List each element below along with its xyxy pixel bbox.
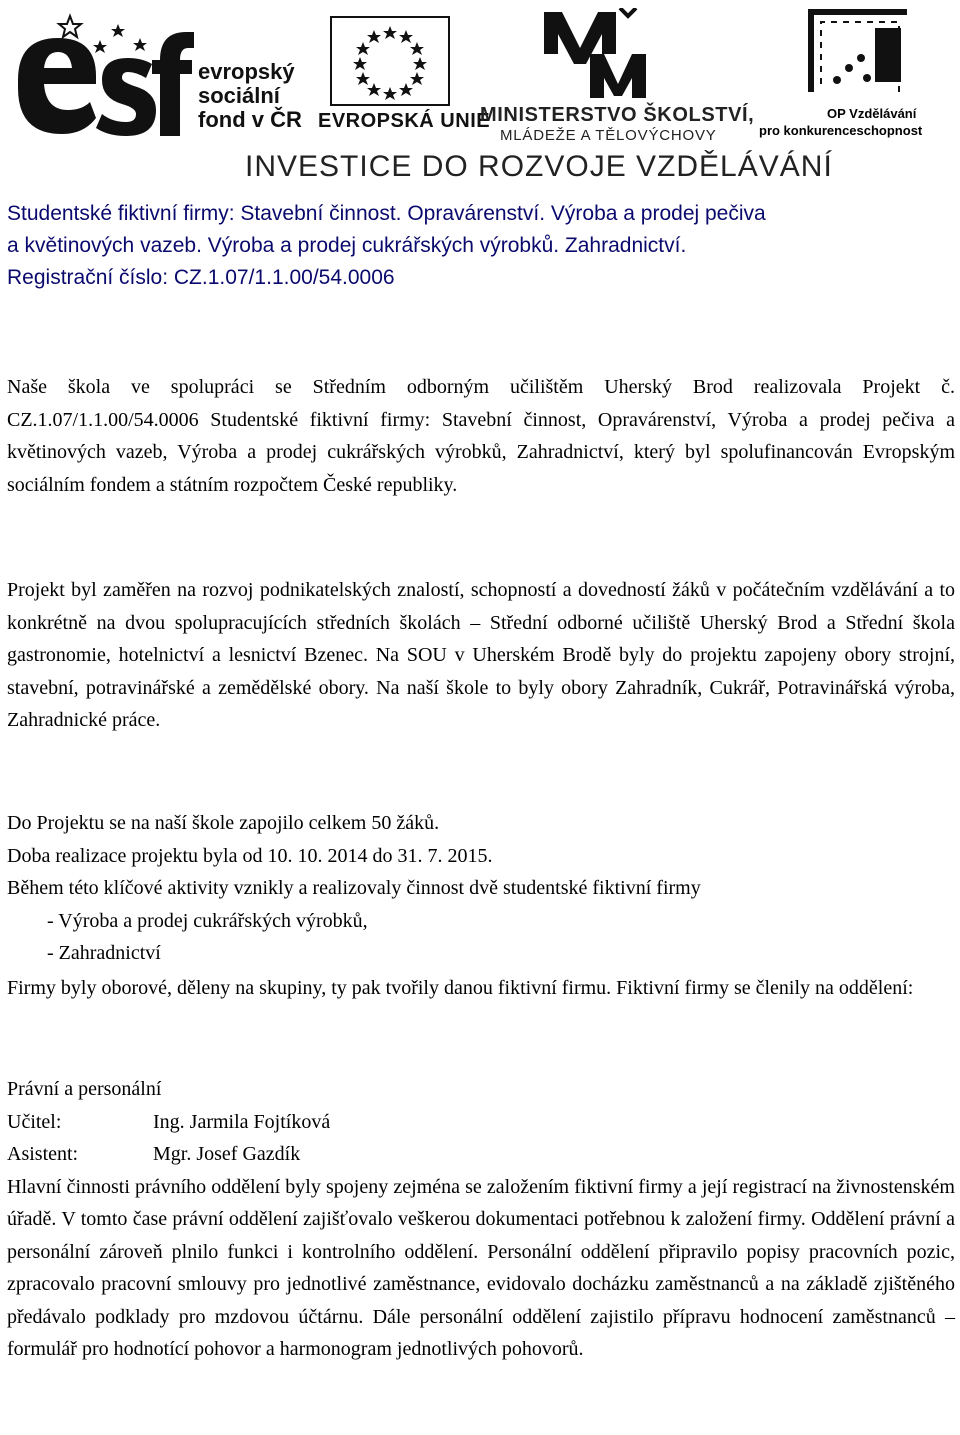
op-mark-icon xyxy=(805,6,913,98)
firm-list-item-1: - Výroba a prodej cukrářských výrobků, xyxy=(47,909,368,932)
assistant-row xyxy=(7,1138,955,1171)
intro-text: Naše škola ve spolupráci se Středním odborným učilištěm Uherský Brod realizovala Projekt č. CZ.1.07/1.1.00/54.0006 Studentské fiktivní firmy: Stavební činnost, Opravárenství, Výroba a prodej pečiva a květinových vazeb, Výroba a prodej cukrářských výrobků, Zahradnictví, který byl spolufinancován Evropským sociálním fondem a státním rozpočtem České republiky. xyxy=(7,376,955,496)
esf-letters-icon xyxy=(10,10,195,140)
eu-text: EVROPSKÁ UNIE xyxy=(318,110,491,132)
esf-text xyxy=(198,60,302,132)
firm-list-item-2: - Zahradnictví xyxy=(47,942,161,964)
department-description: Hlavní činnosti právního oddělení byly spojeny zejména se založením fiktivní firmy a její registrací na živnostenském úřadě. V tomto čase právní oddělení zajišťovalo veškerou dokumentaci potřebnou k založení firmy. Oddělení právní a personální zároveň plnilo funkci i kontrolního oddělení. Personální oddělení připravilo popisy pracovních pozic, zpracovalo pracovní smlouvy pro jednotlivé zaměstnance, evidovalo docházku zaměstnanců a na základě zjištěného předávalo podklady pro mzdovou účtárnu. Dále personální oddělení zajistilo přípravu hodnocení zaměstnanců – formulář pro hodnotící pohovor a harmonogram jednotlivých pohovorů. xyxy=(7,1175,955,1360)
esf-logo xyxy=(10,10,300,150)
msmt-line-2: MLÁDEŽE A TĚLOVÝCHOVY xyxy=(500,127,717,144)
esf-text-line-1: evropský xyxy=(198,59,295,84)
firms-text: Firmy byly oborové, děleny na skupiny, ty pak tvořily danou fiktivní firmu. Fiktivní firmy se členily na oddělení: xyxy=(7,977,914,999)
facts-block xyxy=(7,807,955,970)
teacher-row xyxy=(7,1106,955,1139)
title-line-1: Studentské fiktivní firmy: Stavební činnost. Opravárenství. Výroba a prodej pečiva xyxy=(7,202,766,225)
op-logo xyxy=(757,6,957,141)
department-block xyxy=(7,1073,955,1366)
eu-logo xyxy=(318,16,491,141)
op-line-1: OP Vzdělávání xyxy=(827,106,917,121)
msmt-logo xyxy=(480,8,755,144)
assistant-name: Mgr. Josef Gazdík xyxy=(153,1143,301,1165)
facts-line-2: Doba realizace projektu byla od 10. 10. 2014 do 31. 7. 2015. xyxy=(7,844,493,867)
document-title xyxy=(7,198,947,294)
eu-stars-flag-icon xyxy=(330,16,450,106)
department-heading: Právní a personální xyxy=(7,1078,162,1100)
title-line-3: Registrační číslo: CZ.1.07/1.1.00/54.0006 xyxy=(7,266,395,289)
investice-slogan: INVESTICE DO ROZVOJE VZDĚLÁVÁNÍ xyxy=(245,150,833,183)
esf-text-line-2: sociální xyxy=(198,83,280,108)
title-line-2: a květinových vazeb. Výroba a prodej cukrářských výrobků. Zahradnictví. xyxy=(7,234,687,257)
teacher-label: Učitel: xyxy=(7,1110,62,1133)
project-paragraph xyxy=(7,574,955,737)
intro-paragraph xyxy=(7,371,955,501)
project-text: Projekt byl zaměřen na rozvoj podnikatelských znalostí, schopností a dovedností žáků v počátečním vzdělávání a to konkrétně na dvou spolupracujících středních školách – Střední odborné učiliště Uherský Brod a Střední škola gastronomie, hotelnictví a lesnictví Bzenec. Na SOU v Uherském Brodě byly do projektu zapojeny obory strojní, stavební, potravinářské a zemědělské obory. Na naší škole to byly obory Zahradník, Cukrář, Potravinářská výroba, Zahradnické práce. xyxy=(7,579,955,731)
teacher-name: Ing. Jarmila Fojtíková xyxy=(153,1110,331,1133)
firms-paragraph xyxy=(7,972,955,1005)
msmt-mark-icon xyxy=(540,8,650,100)
logo-band xyxy=(0,0,960,190)
esf-text-line-3: fond v ČR xyxy=(198,107,302,132)
facts-line-3: Během této klíčové aktivity vznikly a realizovaly činnost dvě studentské fiktivní firmy xyxy=(7,877,701,899)
msmt-line-1: MINISTERSTVO ŠKOLSTVÍ, xyxy=(480,104,755,126)
op-line-2: pro konkurenceschopnost xyxy=(759,123,923,138)
facts-line-1: Do Projektu se na naší škole zapojilo celkem 50 žáků. xyxy=(7,812,440,834)
assistant-label: Asistent: xyxy=(7,1143,79,1165)
